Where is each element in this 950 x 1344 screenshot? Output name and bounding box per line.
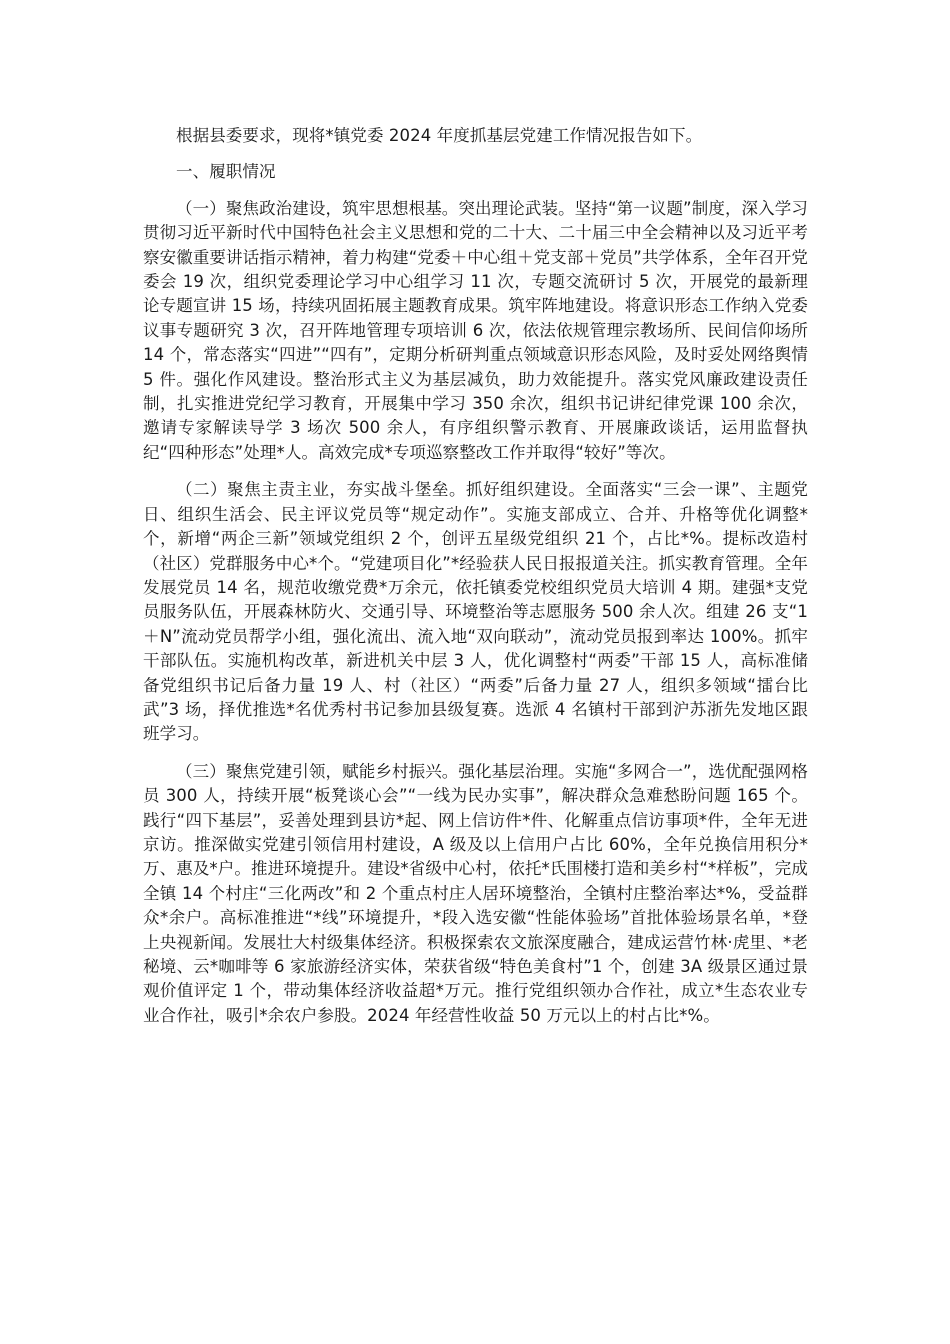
section-paragraph-3: （三）聚焦党建引领，赋能乡村振兴。强化基层治理。实施“多网合一”，选优配强网格员 300 人，持续开展“板凳谈心会”“一线为民办实事”，解决群众急难愁盼问题 165 个。践行“四下基层”，妥善处理到县访*起、网上信访件*件、化解重点信访事项*件，全年无进京访。推深做实党建引领信用村建设，A 级及以上信用户占比 60%，全年兑换信用积分*万、惠及*户。推进环境提升。建设*省级中心村，依托*氏围楼打造和美乡村“*样板”，完成全镇 14 个村庄“三化两改”和 2 个重点村庄人居环境整治，全镇村庄整治率达*%，受益群众*余户。高标准推进“*线”环境提升，*段入选安徽“性能体验场”首批体验场景名单，*登上央视新闻。发展壮大村级集体经济。积极探索农文旅深度融合，建成运营竹林·虎里、*老秘境、云*咖啡等 6 家旅游经济实体，荣获省级“特色美食村”1 个，创建 3A 级景区通过景观价值评定 1 个，带动集体经济收益超*万元。推行党组织领办合作社，成立*生态农业专业合作社，吸引*余农户参股。2024 年经营性收益 50 万元以上的村占比*%。 [143, 761, 808, 1025]
document-body [143, 124, 808, 1041]
section-paragraph-2: （二）聚焦主责主业，夯实战斗堡垒。抓好组织建设。全面落实“三会一课”、主题党日、组织生活会、民主评议党员等“规定动作”。实施支部成立、合并、升格等优化调整*个，新增“两企三新”领域党组织 2 个，创评五星级党组织 21 个，占比*%。提标改造村（社区）党群服务中心*个。“党建项目化”*经验获人民日报报道关注。抓实教育管理。全年发展党员 14 名，规范收缴党费*万余元，依托镇委党校组织党员大培训 4 期。建强*支党员服务队伍，开展森林防火、交通引导、环境整治等志愿服务 500 余人次。组建 26 支“1＋N”流动党员帮学小组，强化流出、流入地“双向联动”，流动党员报到率达 100%。抓牢干部队伍。实施机构改革，新进机关中层 3 人，优化调整村“两委”干部 15 人，高标准储备党组织书记后备力量 19 人、村（社区）“两委”后备力量 27 人，组织多领域“擂台比武”3 场，择优推选*名优秀村书记参加县级复赛。选派 4 名镇村干部到沪苏浙先发地区跟班学习。 [143, 480, 808, 744]
section-paragraph-1: （一）聚焦政治建设，筑牢思想根基。突出理论武装。坚持“第一议题”制度，深入学习贯彻习近平新时代中国特色社会主义思想和党的二十大、二十届三中全会精神以及习近平考察安徽重要讲话指示精神，着力构建“党委＋中心组＋党支部＋党员”共学体系，全年召开党委会 19 次，组织党委理论学习中心组学习 11 次，专题交流研讨 5 次，开展党的最新理论专题宣讲 15 场，持续巩固拓展主题教育成果。筑牢阵地建设。将意识形态工作纳入党委议事专题研究 3 次，召开阵地管理专项培训 6 次，依法依规管理宗教场所、民间信仰场所 14 个，常态落实“四进”“四有”，定期分析研判重点领域意识形态风险，及时妥处网络舆情 5 件。强化作风建设。整治形式主义为基层减负，助力效能提升。落实党风廉政建设责任制，扎实推进党纪学习教育，开展集中学习 350 余次，组织书记讲纪律党课 100 余次，邀请专家解读导学 3 场次 500 余人，有序组织警示教育、开展廉政谈话，运用监督执纪“四种形态”处理*人。高效完成*专项巡察整改工作并取得“较好”等次。 [143, 198, 808, 462]
intro-paragraph: 根据县委要求，现将*镇党委 2024 年度抓基层党建工作情况报告如下。 [176, 126, 703, 145]
section-heading: 一、履职情况 [176, 162, 276, 182]
